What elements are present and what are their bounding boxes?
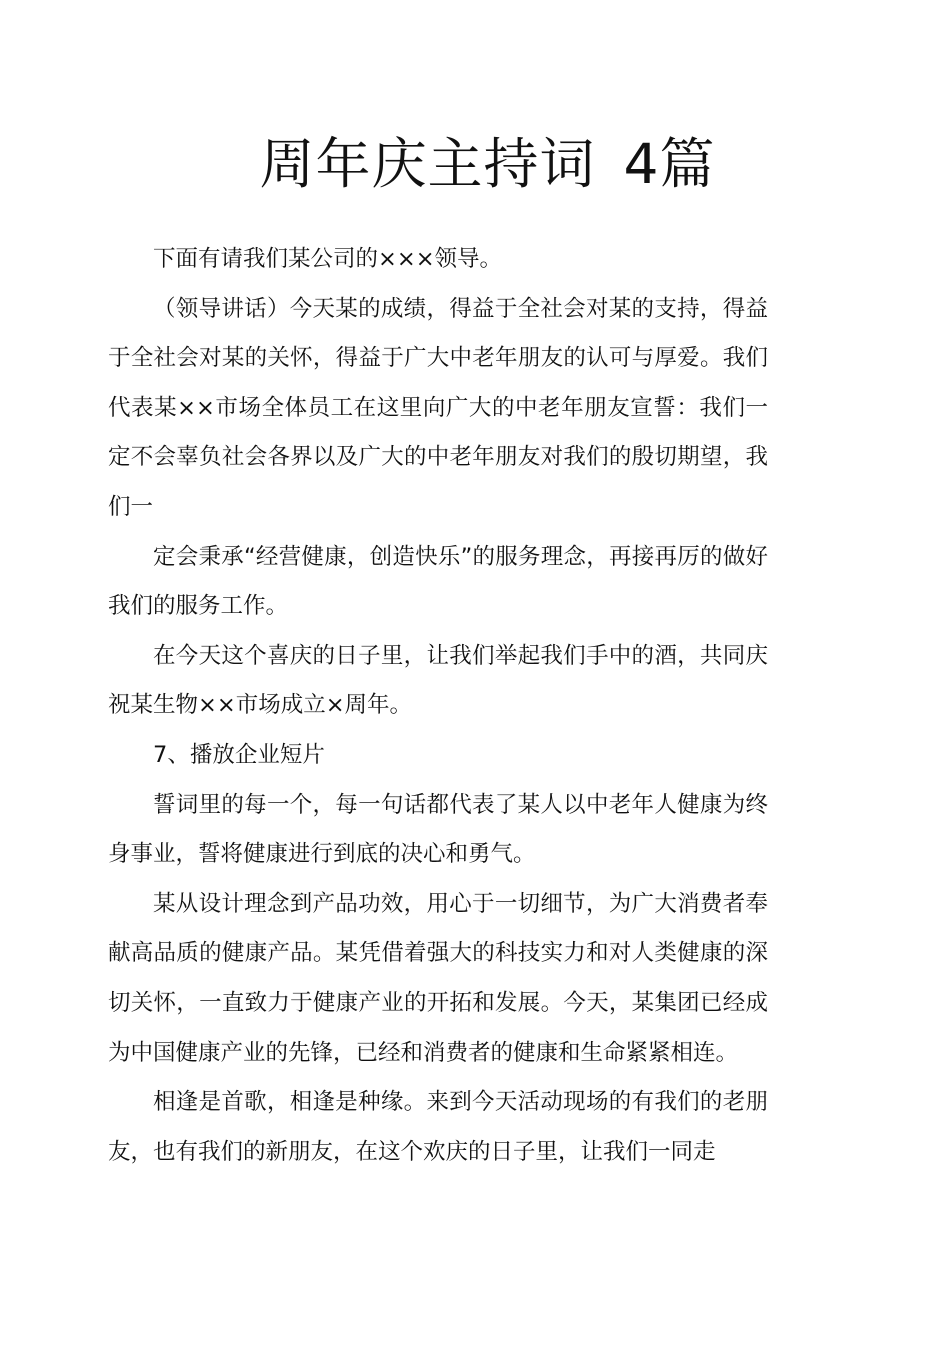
title-count: 4篇 — [623, 132, 716, 196]
paragraph: 7、播放企业短片 — [153, 741, 325, 768]
paragraph: 某从设计理念到产品功效，用心于一切细节，为广大消费者奉献高品质的健康产品。某凭借着强大的科技实力和对人类健康的深切关怀，一直致力于健康产业的开拓和发展。今天，某集团已经成为中国健康产业的先锋，已经和消费者的健康和生命紧紧相连。 — [108, 890, 768, 1066]
paragraph: 定会秉承“经营健康，创造快乐”的服务理念，再接再厉的做好我们的服务工作。 — [108, 543, 768, 620]
document-body — [108, 235, 768, 1177]
paragraph: （领导讲话）今天某的成绩，得益于全社会对某的支持，得益于全社会对某的关怀，得益于广大中老年朋友的认可与厚爱。我们代表某××市场全体员工在这里向广大的中老年朋友宣誓：我们一定不会辜负社会各界以及广大的中老年朋友对我们的殷切期望，我们一 — [108, 295, 768, 520]
paragraph: 下面有请我们某公司的×××领导。 — [153, 246, 503, 272]
document-title — [0, 128, 950, 200]
paragraph: 在今天这个喜庆的日子里，让我们举起我们手中的酒，共同庆祝某生物××市场成立×周年。 — [108, 642, 768, 719]
paragraph: 相逢是首歌，相逢是种缘。来到今天活动现场的有我们的老朋友，也有我们的新朋友，在这个欢庆的日子里，让我们一同走 — [108, 1089, 768, 1165]
paragraph: 誓词里的每一个，每一句话都代表了某人以中老年人健康为终身事业，誓将健康进行到底的决心和勇气。 — [108, 791, 768, 868]
title-main: 周年庆主持词 — [259, 132, 596, 196]
